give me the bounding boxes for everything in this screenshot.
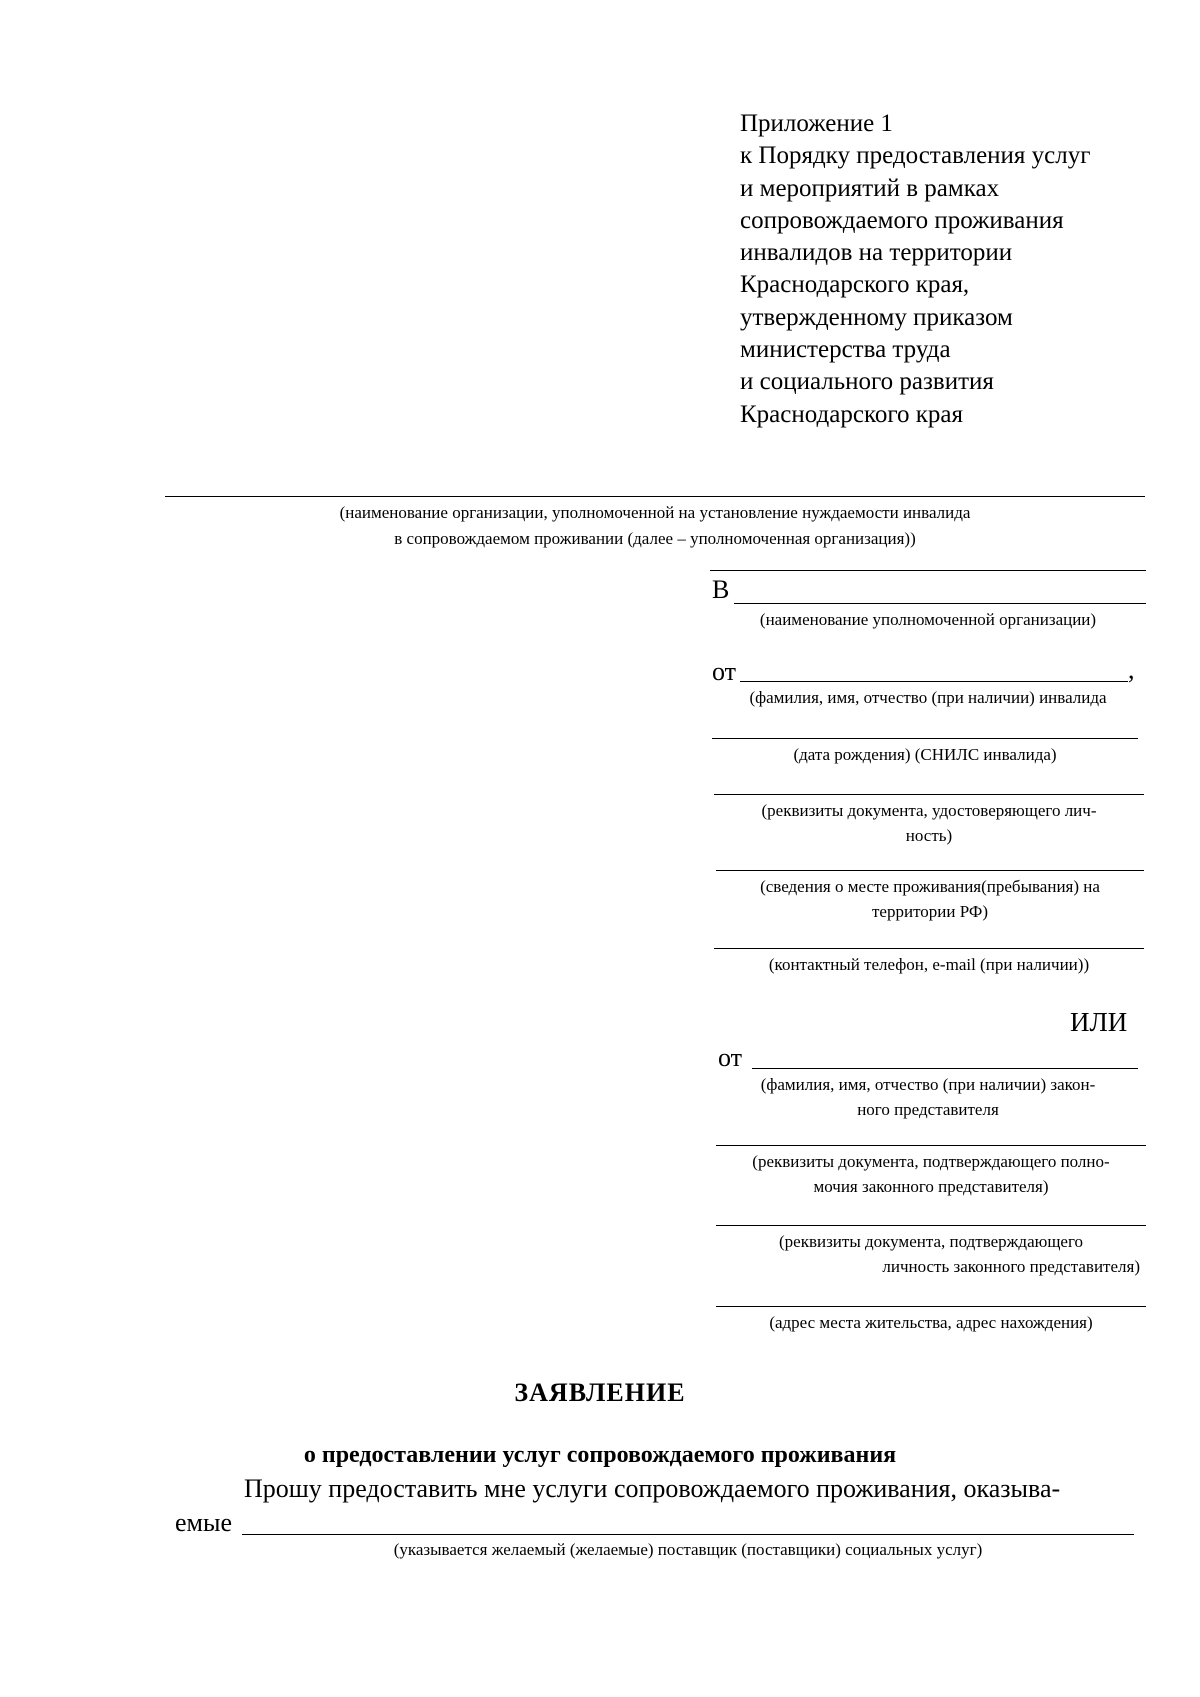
representative-id-caption-line1: (реквизиты документа, подтверждающего (778, 1232, 1084, 1251)
fio-comma: , (1128, 655, 1135, 684)
appendix-line: и социального развития (740, 368, 994, 396)
appendix-line: Краснодарского края, (740, 271, 970, 299)
address-field[interactable] (716, 1306, 1146, 1307)
id-document-caption-line1: (реквизиты документа, удостоверяющего лич- (761, 801, 1097, 820)
representative-from-prefix: от (718, 1043, 743, 1072)
statement-body-line2-prefix: емые (175, 1508, 233, 1537)
contact-caption: (контактный телефон, e-mail (при наличии)) (768, 955, 1090, 974)
residence-field[interactable] (716, 870, 1144, 871)
statement-body-line1: Прошу предоставить мне услуги сопровождаемого проживания, оказыва- (244, 1474, 1061, 1503)
appendix-line: утвержденному приказом (740, 303, 1013, 331)
residence-caption-line1: (сведения о месте проживания(пребывания) на (760, 877, 1100, 896)
representative-fio-caption-line2: ного представителя (857, 1100, 999, 1119)
authority-caption-line1: (реквизиты документа, подтверждающего полно- (752, 1152, 1110, 1171)
authority-caption-line2: мочия законного представителя) (813, 1177, 1049, 1196)
disabled-fio-caption: (фамилия, имя, отчество (при наличии) инвалида (749, 688, 1107, 707)
id-document-caption-line2: ность) (905, 826, 953, 845)
appendix-line: министерства труда (740, 336, 951, 364)
representative-id-caption-line2: личность законного представителя) (882, 1257, 1140, 1276)
residence-caption-line2: территории РФ) (872, 902, 988, 921)
appendix-line: инвалидов на территории (740, 239, 1013, 267)
birth-snils-field[interactable] (712, 738, 1138, 739)
recipient-top-rule (710, 570, 1146, 571)
representative-fio-field[interactable] (752, 1068, 1138, 1069)
representative-id-field[interactable] (716, 1225, 1146, 1226)
organization-caption-line2: в сопровождаемом проживании (далее – уполномоченная организация)) (394, 529, 916, 548)
appendix-line: и мероприятий в рамках (740, 174, 1000, 202)
appendix-line: к Порядку предоставления услуг (740, 142, 1091, 170)
provider-field[interactable] (242, 1534, 1134, 1535)
contact-field[interactable] (714, 948, 1144, 949)
provider-caption: (указывается желаемый (желаемые) поставщик (поставщики) социальных услуг) (393, 1540, 983, 1559)
representative-fio-caption-line1: (фамилия, имя, отчество (при наличии) закон- (760, 1075, 1096, 1094)
appendix-line: сопровождаемого проживания (740, 206, 1064, 234)
appendix-line: Краснодарского края (740, 400, 963, 428)
birth-snils-caption: (дата рождения) (СНИЛС инвалида) (793, 745, 1057, 764)
statement-title: ЗАЯВЛЕНИЕ (514, 1378, 686, 1407)
disabled-fio-field[interactable] (740, 681, 1128, 682)
appendix-line: Приложение 1 (740, 110, 893, 137)
recipient-prefix: В (712, 575, 730, 604)
or-label: ИЛИ (1070, 1007, 1128, 1037)
from-prefix: от (712, 657, 737, 686)
statement-subtitle: о предоставлении услуг сопровождаемого проживания (303, 1442, 897, 1468)
organization-caption-line1: (наименование организации, уполномоченной на установление нуждаемости инвалида (339, 503, 971, 522)
organization-name-field[interactable] (165, 496, 1145, 497)
id-document-field[interactable] (714, 794, 1144, 795)
authority-document-field[interactable] (716, 1145, 1146, 1146)
recipient-caption: (наименование уполномоченной организации) (759, 610, 1097, 629)
address-caption: (адрес места жительства, адрес нахождения) (769, 1313, 1093, 1332)
appendix-header (740, 108, 1160, 431)
recipient-name-field[interactable] (734, 603, 1146, 604)
